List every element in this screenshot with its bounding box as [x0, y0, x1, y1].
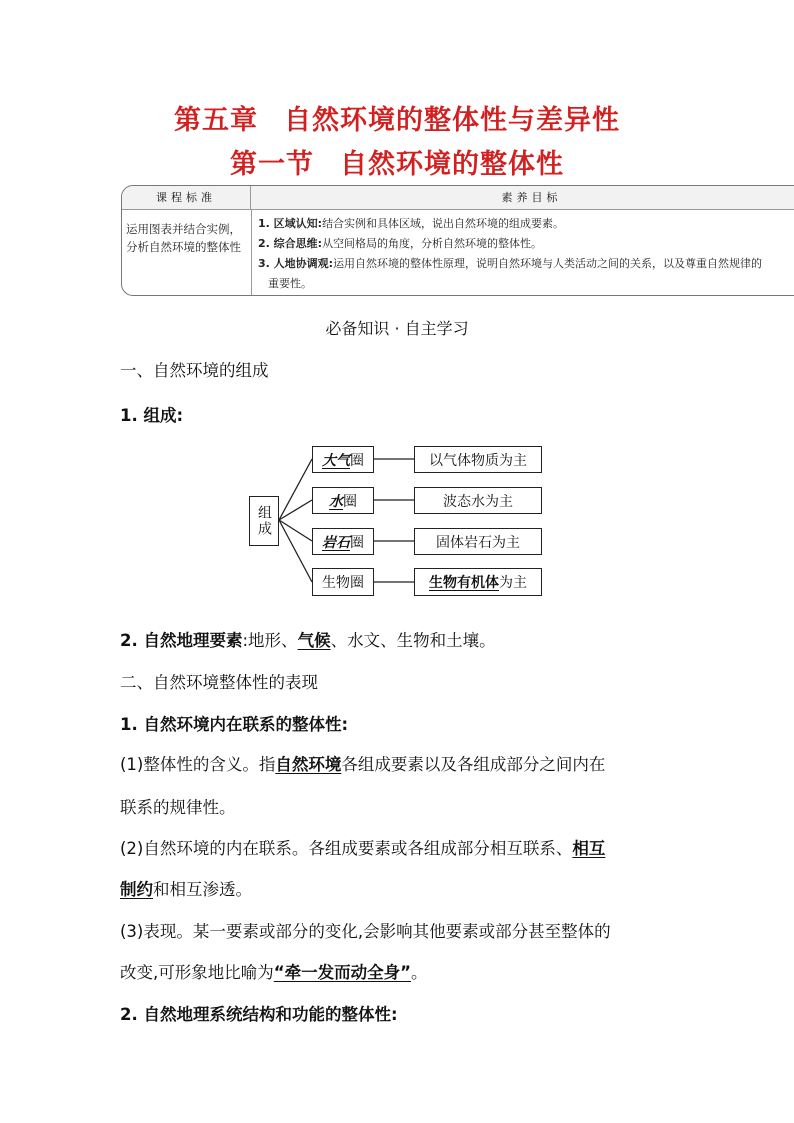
part2-sub1: 1. 自然环境内在联系的整体性: — [120, 715, 349, 734]
item1-label: 1. 组成: — [120, 406, 184, 425]
diagram-root-label: 组成 — [256, 505, 272, 537]
desc-box-hydrosphere: 波态水为主 — [414, 487, 542, 514]
sphere-box-lithosphere: 岩石 圈 — [312, 528, 374, 555]
section-title: 第一节 自然环境的整体性 — [230, 149, 564, 180]
para2-line1: (2)自然环境的内在联系。各组成要素或各组成部分相互联系、相互 — [120, 839, 606, 858]
desc-box-lithosphere: 固体岩石为主 — [414, 528, 542, 555]
section-heading: 必备知识 · 自主学习 — [325, 319, 469, 338]
sphere-box-biosphere: 生物圈 — [312, 568, 374, 596]
course-standard-text: 运用图表并结合实例，分析自然环境的整体性 — [126, 222, 241, 254]
part1-heading: 一、自然环境的组成 — [120, 361, 269, 380]
goal-1: 1. 区域认知:结合实例和具体区域，说出自然环境的组成要素。 — [258, 217, 565, 230]
part2-heading: 二、自然环境整体性的表现 — [120, 673, 318, 692]
part2-sub2: 2. 自然地理系统结构和功能的整体性: — [120, 1005, 398, 1024]
para3-line1: (3)表现。某一要素或部分的变化,会影响其他要素或部分甚至整体的 — [120, 922, 611, 941]
item2-line: 2. 自然地理要素:地形、气候、水文、生物和土壤。 — [120, 631, 496, 650]
para1-line2: 联系的规律性。 — [120, 798, 236, 817]
sphere-box-hydrosphere: 水 圈 — [312, 487, 374, 514]
diagram-root-box — [249, 496, 279, 546]
course-standard-header: 课程标准 — [122, 186, 251, 210]
goal-3-cont: 重要性。 — [268, 277, 312, 290]
chapter-title: 第五章 自然环境的整体性与差异性 — [174, 105, 620, 136]
goal-2: 2. 综合思维:从空间格局的角度，分析自然环境的整体性。 — [258, 237, 543, 250]
sphere-box-atmosphere: 大气 圈 — [312, 446, 374, 473]
para2-line2: 制约和相互渗透。 — [120, 880, 252, 899]
para1-line1: (1)整体性的含义。指自然环境各组成要素以及各组成部分之间内在 — [120, 755, 606, 774]
goal-3: 3. 人地协调观:运用自然环境的整体性原理，说明自然环境与人类活动之间的关系，以及尊重自然规律的 — [258, 257, 763, 270]
para3-line2: 改变,可形象地比喻为“牵一发而动全身”。 — [120, 963, 428, 982]
literacy-goals-header: 素养目标 — [251, 186, 794, 210]
desc-box-biosphere: 生物有机体 为主 — [414, 568, 542, 596]
desc-box-atmosphere: 以气体物质为主 — [414, 446, 542, 473]
